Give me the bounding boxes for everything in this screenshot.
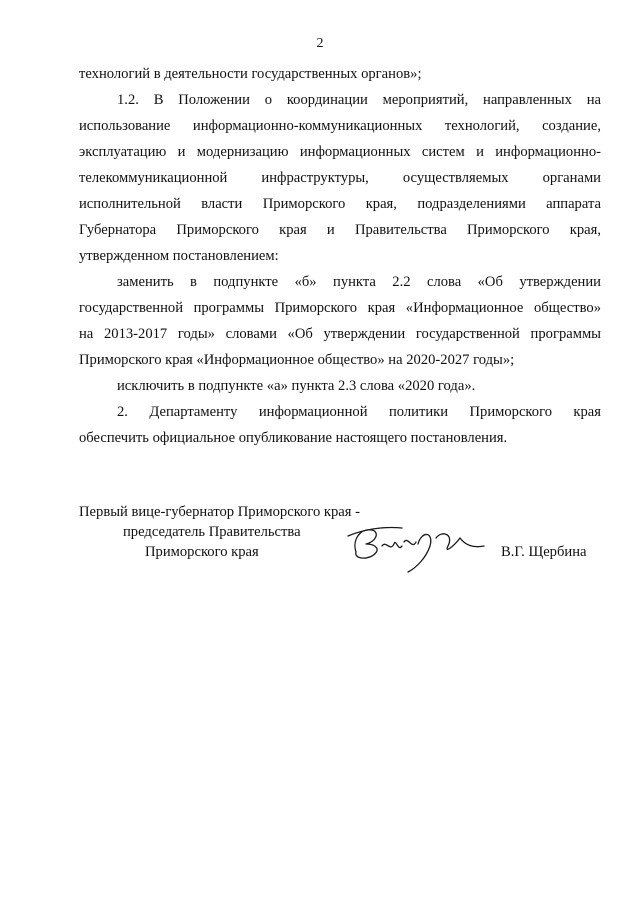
text-line: 1.2. В Положении о координации мероприятий, направленных на xyxy=(117,92,601,108)
page-number: 2 xyxy=(316,36,324,51)
text-line: использование информационно-коммуникационных технологий, создание, xyxy=(79,118,601,134)
text-line: государственной программы Приморского края «Информационное общество» xyxy=(79,300,601,316)
document-body xyxy=(79,61,601,451)
text-line: технологий в деятельности государственных органов»; xyxy=(79,66,422,82)
text-line: на 2013-2017 годы» словами «Об утверждении государственной программы xyxy=(79,326,601,342)
signatory-name: В.Г. Щербина xyxy=(501,544,587,560)
text-line: исключить в подпункте «а» пункта 2.3 слова «2020 года». xyxy=(117,378,476,394)
signatory-title-line3: Приморского края xyxy=(145,544,259,560)
signature-block xyxy=(79,502,601,572)
handwritten-signature xyxy=(342,516,492,576)
text-line: заменить в подпункте «б» пункта 2.2 слова «Об утверждении xyxy=(117,274,601,290)
text-line: обеспечить официальное опубликование настоящего постановления. xyxy=(79,430,508,446)
signatory-title-line1: Первый вице-губернатор Приморского края - xyxy=(79,504,361,520)
text-line: Приморского края «Информационное общество» на 2020-2027 годы»; xyxy=(79,352,515,368)
text-line: утвержденном постановлением: xyxy=(79,248,279,264)
text-line: эксплуатацию и модернизацию информационных систем и информационно- xyxy=(79,144,601,160)
signatory-title-line2: председатель Правительства xyxy=(123,524,301,540)
text-line: 2. Департаменту информационной политики Приморского края xyxy=(117,404,601,420)
text-line: телекоммуникационной инфраструктуры, осуществляемых органами xyxy=(79,170,601,186)
text-line: исполнительной власти Приморского края, подразделениями аппарата xyxy=(79,196,601,212)
text-line: Губернатора Приморского края и Правительства Приморского края, xyxy=(79,222,601,238)
